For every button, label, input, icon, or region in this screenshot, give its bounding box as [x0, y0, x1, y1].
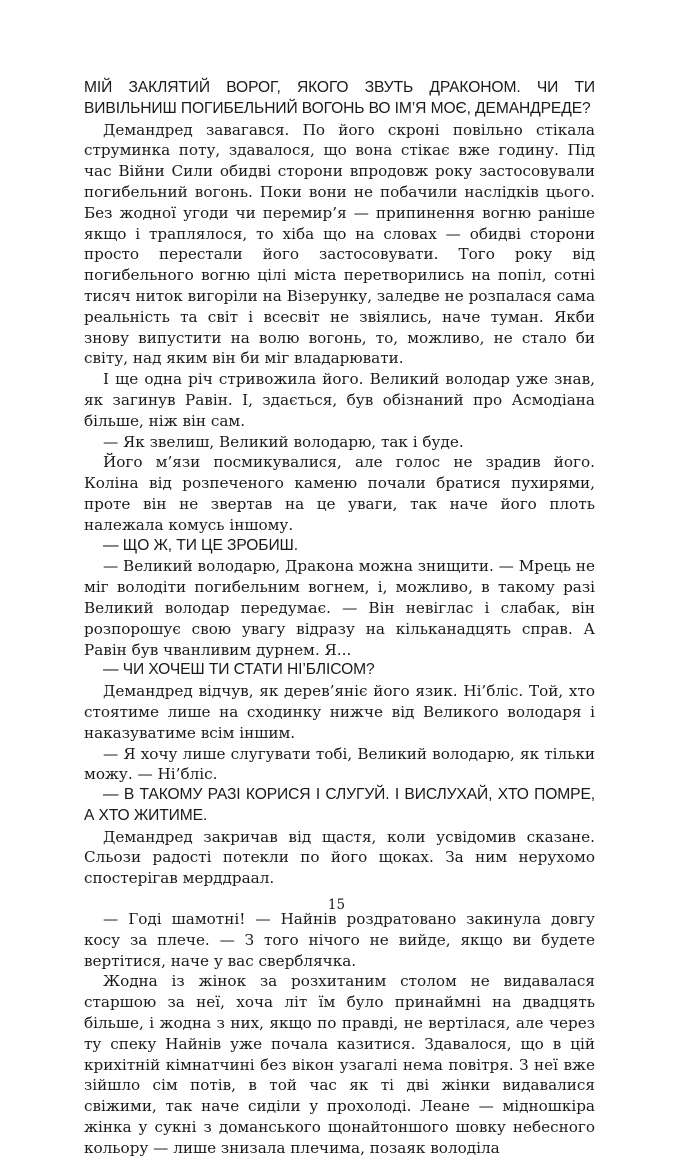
paragraph: Демандред закричав від щастя, коли усвідомив сказане. Сльози радості потекли по його щоках. За ним нерухомо спостерігав мерддраал. — [84, 827, 595, 888]
paragraph: Демандред завагався. По його скроні повільно стікала струминка поту, здавалося, що вона стікає вже годину. Під час Війни Сили обидві сторони впродовж року застосовували погибельний вогонь. Поки вони не побачили наслідків цього. Без жодної угоди чи перемир’я — припинення вогню раніше якщо і траплялося, то хіба що на словах — обидві сторони просто перестали його застосовувати. Того року від погибельного вогню цілі міста перетворились на попіл, сотні тисяч ниток вигоріли на Візерунку, заледве не розпалася сама реальність та світ і всесвіт не звіялись, наче туман. Якби знову випустити на волю вогонь, то, можливо, не стало би світу, над яким він би міг владарювати. — [84, 120, 595, 368]
page-number: 15 — [327, 897, 346, 913]
paragraph: Демандред відчув, як дерев’яніє його язик. Ні’бліс. Той, хто стоятиме лише на сходинку нижче від Великого володаря і наказуватиме всім іншим. — [84, 682, 595, 742]
paragraph-dialogue: — Як звелиш, Великий володарю, так і буде. — [103, 432, 464, 451]
page-body — [84, 78, 595, 1159]
paragraph-voice-line: — ЧИ ХОЧЕШ ТИ СТАТИ НІ’БЛІСОМ? — [103, 661, 375, 679]
paragraph: І ще одна річ стривожила його. Великий володар уже знав, як загинув Равін. І, здається, був обізнаний про Асмодіана більше, ніж він сам. — [84, 370, 595, 430]
paragraph: Його м’язи посмикувалися, але голос не зрадив його. Коліна від розпеченого каменю почали братися пухирями, проте він не звертав на це уваги, так наче його плоть належала комусь іншому. — [84, 453, 595, 534]
paragraph-dialogue: — Годі шамотні! — Найнів роздратовано закинула довгу косу за плече. — З того нічого не вийде, якщо ви будете вертітися, наче у вас сверблячка. — [84, 910, 595, 970]
paragraph-dialogue: — Я хочу лише слугувати тобі, Великий володарю, як тільки можу. — Ні’бліс. — [84, 744, 595, 784]
paragraph-voice-line: — В ТАКОМУ РАЗІ КОРИСЯ І СЛУГУЙ. І ВИСЛУХАЙ, ХТО ПОМРЕ, А ХТО ЖИТИМЕ. — [84, 786, 595, 824]
paragraph-voice-line: — ЩО Ж, ТИ ЦЕ ЗРОБИШ. — [103, 536, 298, 554]
paragraph-voice-line: МІЙ ЗАКЛЯТИЙ ВОРОГ, ЯКОГО ЗВУТЬ ДРАКОНОМ. ЧИ ТИ ВИВІЛЬНИШ ПОГИБЕЛЬНИЙ ВОГОНЬ ВО ІМ’Я МОЄ, ДЕМАНДРЕДЕ? — [84, 79, 595, 117]
paragraph-dialogue: — Великий володарю, Дракона можна знищити. — Мрець не міг володіти погибельним вогнем, і, можливо, в такому разі Великий володар передумає. — Він невіглас і слабак, він розпорошує свою увагу відразу на кільканадцять справ. А Равін був чванливим дурнем. Я... — [84, 557, 595, 659]
paragraph: Жодна із жінок за розхитаним столом не видавалася старшою за неї, хоча літ їм було принаймні на двадцять більше, і жодна з них, якщо по правді, не вертілася, але через ту спеку Найнів уже почала казитися. Здавалося, що в цій крихітній кімнатчині без вікон узагалі нема повітря. З неї вже зійшло сім потів, в той час як ті дві жінки видавалися свіжими, так наче сиділи у прохолоді. Леане — мідношкіра жінка у сукні з доманського щонайтоншого шовку небесного кольору — лише знизала плечима, позаяк володіла — [84, 972, 595, 1157]
